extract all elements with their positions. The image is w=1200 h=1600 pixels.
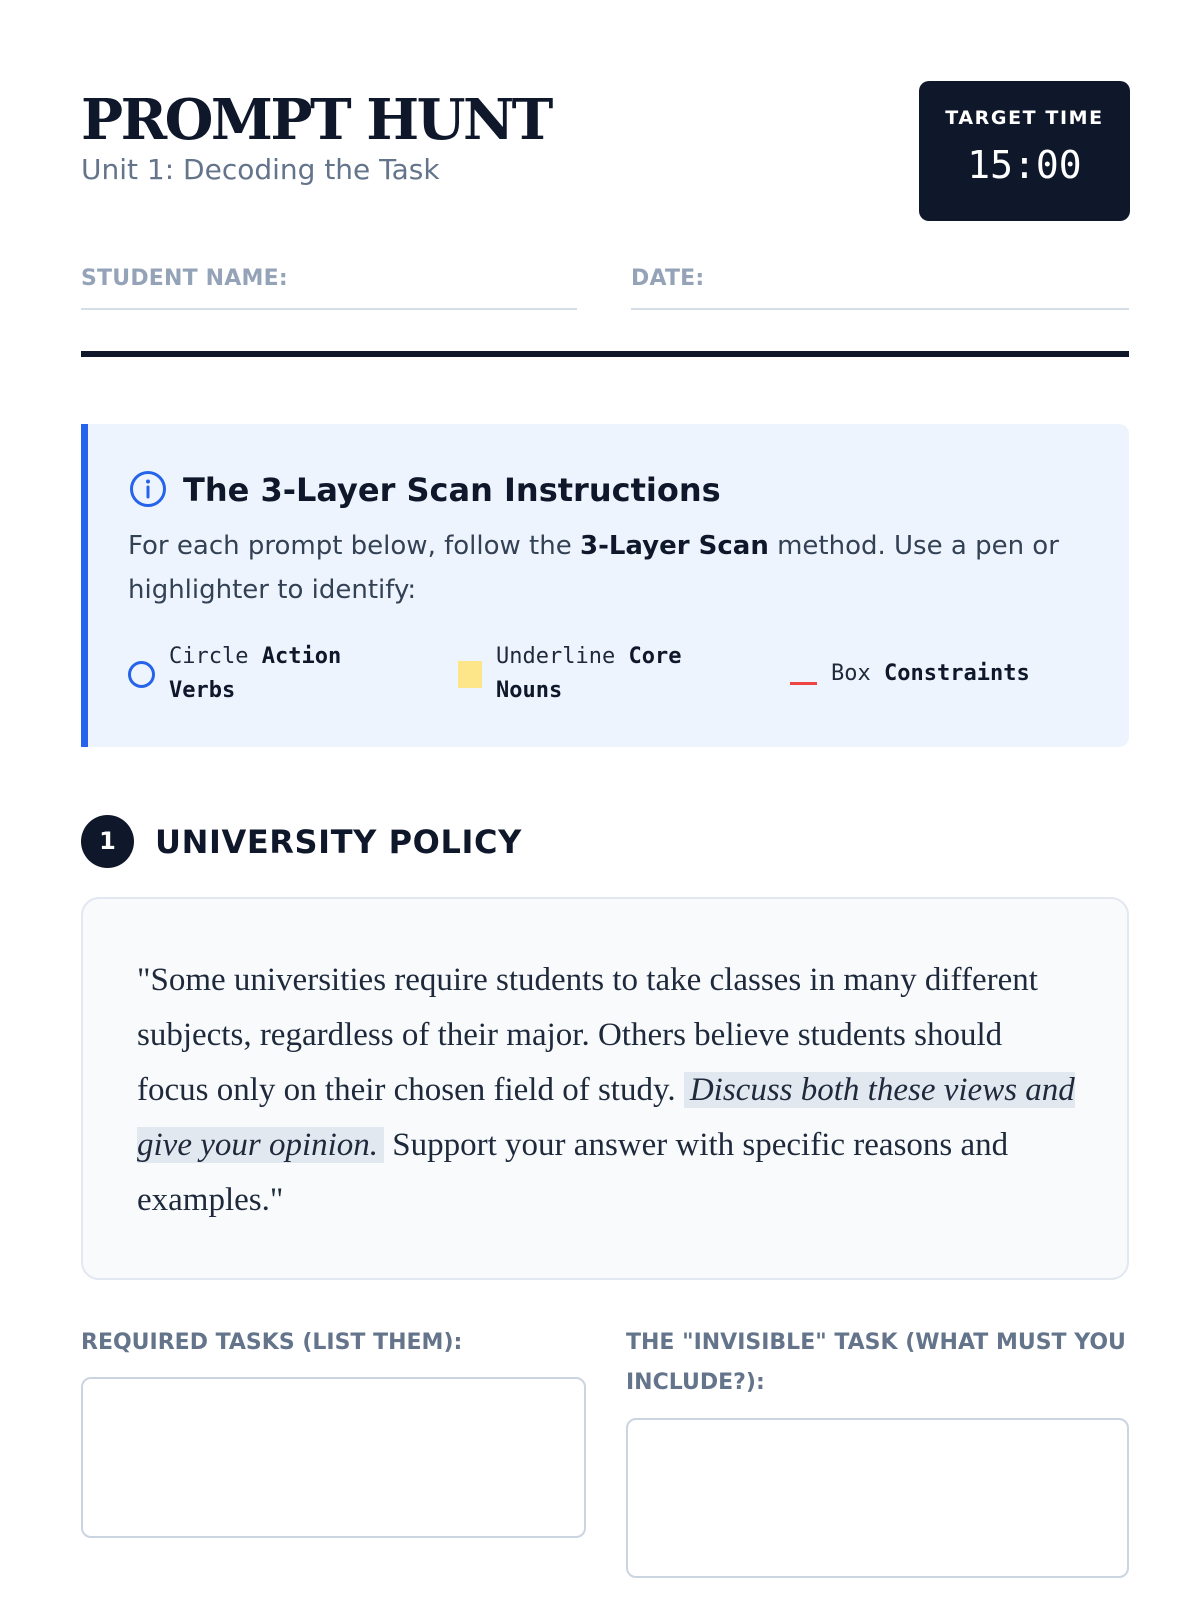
timer-value: 15:00 bbox=[967, 143, 1082, 187]
instructions-panel bbox=[81, 424, 1129, 747]
prompt-card bbox=[81, 897, 1129, 1280]
highlight-marker-icon bbox=[458, 661, 482, 688]
student-name-field[interactable] bbox=[81, 266, 577, 310]
instructions-title: The 3-Layer Scan Instructions bbox=[183, 471, 721, 509]
date-label: DATE: bbox=[631, 266, 705, 291]
date-field[interactable] bbox=[631, 266, 1129, 310]
prompt-text: "Some universities require students to take classes in many different subjects, regardless of their major. Others believe students should focus only on their chosen field of study. Discuss both these views and give your opinion. Support your answer with specific reasons and examples." bbox=[137, 962, 1075, 1218]
invisible-task-label: THE "INVISIBLE" TASK (WHAT MUST YOU INCLUDE?): bbox=[626, 1330, 1126, 1395]
target-time-badge bbox=[919, 81, 1130, 221]
info-icon bbox=[129, 470, 167, 508]
instructions-text: For each prompt below, follow the 3-Layer Scan method. Use a pen or highlighter to identify: bbox=[128, 531, 1059, 605]
circle-marker-icon bbox=[128, 661, 155, 688]
highlighted-task: Discuss both these views and give your opinion. bbox=[137, 1072, 1075, 1163]
header-divider bbox=[81, 351, 1129, 357]
box-marker-icon bbox=[790, 682, 817, 685]
worksheet-page bbox=[81, 0, 1128, 1600]
required-tasks-label: REQUIRED TASKS (LIST THEM): bbox=[81, 1330, 463, 1355]
timer-label: TARGET TIME bbox=[945, 107, 1104, 129]
invisible-task-answer-box[interactable] bbox=[626, 1418, 1129, 1578]
legend-underline-core-nouns: Underline Core Nouns bbox=[458, 639, 738, 709]
page-subtitle: Unit 1: Decoding the Task bbox=[81, 153, 440, 186]
section-number-badge: 1 bbox=[81, 815, 134, 868]
section-title: UNIVERSITY POLICY bbox=[155, 823, 522, 861]
legend-box-constraints: Box Constraints bbox=[790, 639, 1120, 709]
student-name-label: STUDENT NAME: bbox=[81, 266, 288, 291]
page-title: PROMPT HUNT bbox=[81, 87, 551, 153]
legend-circle-action-verbs: Circle Action Verbs bbox=[128, 639, 388, 709]
required-tasks-answer-box[interactable] bbox=[81, 1377, 586, 1538]
